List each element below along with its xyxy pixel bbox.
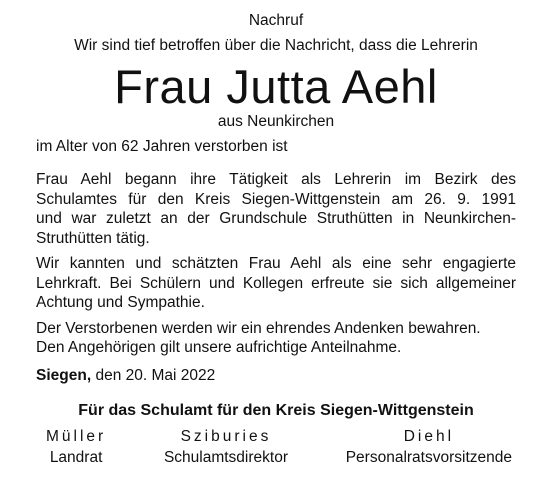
paragraph-line: Lehrkraft. Bei Schülern und Kollegen erfreute sie sich allgemeiner — [36, 274, 516, 292]
signer-title: Personalratsvorsitzende — [345, 448, 512, 466]
notice-heading: Nachruf — [248, 12, 304, 29]
signer-name: Müller — [46, 427, 107, 445]
age-text: im Alter von 62 Jahren verstorben ist — [36, 138, 288, 155]
paragraph-line: und war zuletzt an der Grundschule Struthütten in Neunkirchen- — [36, 210, 516, 227]
paragraph-career — [36, 170, 516, 248]
deceased-name: Frau Jutta Aehl — [114, 60, 438, 113]
dateline — [36, 366, 516, 385]
paragraph-line: Den Angehörigen gilt unsere aufrichtige Anteilnahme. — [36, 339, 402, 356]
paragraph-line: Struthütten tätig. — [36, 229, 150, 247]
intro-text: Wir sind tief betroffen über die Nachricht, dass die Lehrerin — [74, 37, 478, 54]
signers-row — [36, 427, 516, 468]
sender-line: Für das Schulamt für den Kreis Siegen-Wittgenstein — [78, 401, 474, 419]
signer-mueller — [46, 427, 106, 468]
signer-title: Landrat — [49, 448, 103, 466]
paragraph-line: Achtung und Sympathie. — [36, 294, 205, 311]
dateline-city: Siegen, — [36, 366, 92, 384]
signer-title: Schulamtsdirektor — [163, 448, 288, 466]
paragraph-tribute — [36, 254, 516, 313]
signer-name: Diehl — [403, 427, 455, 445]
signer-diehl — [346, 427, 512, 468]
signer-name: Sziburies — [180, 427, 272, 445]
paragraph-line: Frau Aehl begann ihre Tätigkeit als Lehrerin im Bezirk des — [36, 171, 516, 188]
paragraph-line: Wir kannten und schätzten Frau Aehl als eine sehr engagierte — [36, 255, 516, 272]
paragraph-line: Schulamtes für den Kreis Siegen-Wittgenstein am 26. 9. 1991 — [36, 190, 516, 208]
origin-text: aus Neunkirchen — [217, 113, 335, 130]
signer-sziburies — [164, 427, 288, 468]
dateline-date: den 20. Mai 2022 — [95, 366, 216, 384]
paragraph-line: Der Verstorbenen werden wir ein ehrendes Andenken bewahren. — [36, 319, 481, 337]
paragraph-condolence — [36, 319, 516, 358]
